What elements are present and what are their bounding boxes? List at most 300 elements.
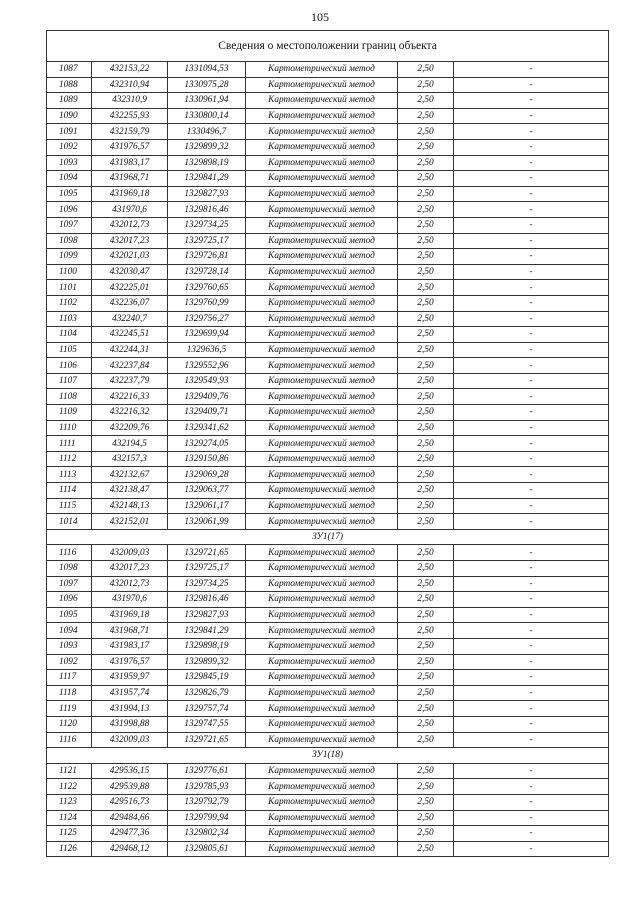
y-coordinate-cell: 1329063,77: [168, 483, 246, 499]
method-cell: Картометрический метод: [246, 701, 398, 717]
method-cell: Картометрический метод: [246, 436, 398, 452]
x-coordinate-cell: 432153,22: [92, 62, 168, 78]
method-cell: Картометрический метод: [246, 249, 398, 265]
x-coordinate-cell: 431968,71: [92, 623, 168, 639]
point-number-cell: 1126: [47, 841, 92, 857]
x-coordinate-cell: 432194,5: [92, 436, 168, 452]
accuracy-cell: 2,50: [398, 779, 454, 795]
accuracy-cell: 2,50: [398, 670, 454, 686]
table-row: [47, 638, 609, 654]
y-coordinate-cell: 1329827,93: [168, 186, 246, 202]
description-cell: -: [454, 155, 609, 171]
method-cell: Картометрический метод: [246, 638, 398, 654]
point-number-cell: 1124: [47, 810, 92, 826]
method-cell: Картометрический метод: [246, 451, 398, 467]
table-row: [47, 685, 609, 701]
table-row: [47, 483, 609, 499]
method-cell: Картометрический метод: [246, 420, 398, 436]
y-coordinate-cell: 1329799,94: [168, 810, 246, 826]
table-row: [47, 311, 609, 327]
point-number-cell: 1104: [47, 327, 92, 343]
description-cell: -: [454, 826, 609, 842]
x-coordinate-cell: 432030,47: [92, 264, 168, 280]
description-cell: -: [454, 264, 609, 280]
method-cell: Картометрический метод: [246, 654, 398, 670]
x-coordinate-cell: 432012,73: [92, 217, 168, 233]
accuracy-cell: 2,50: [398, 545, 454, 561]
method-cell: Картометрический метод: [246, 124, 398, 140]
x-coordinate-cell: 431959,97: [92, 670, 168, 686]
method-cell: Картометрический метод: [246, 810, 398, 826]
description-cell: -: [454, 623, 609, 639]
description-cell: -: [454, 171, 609, 187]
accuracy-cell: 2,50: [398, 373, 454, 389]
point-number-cell: 1117: [47, 670, 92, 686]
description-cell: -: [454, 139, 609, 155]
point-number-cell: 1103: [47, 311, 92, 327]
y-coordinate-cell: 1329785,93: [168, 779, 246, 795]
y-coordinate-cell: 1329760,99: [168, 295, 246, 311]
accuracy-cell: 2,50: [398, 155, 454, 171]
y-coordinate-cell: 1329845,19: [168, 670, 246, 686]
y-coordinate-cell: 1329636,5: [168, 342, 246, 358]
description-cell: -: [454, 124, 609, 140]
table-row: [47, 826, 609, 842]
description-cell: -: [454, 483, 609, 499]
accuracy-cell: 2,50: [398, 561, 454, 577]
description-cell: -: [454, 108, 609, 124]
method-cell: Картометрический метод: [246, 139, 398, 155]
y-coordinate-cell: 1329756,27: [168, 311, 246, 327]
point-number-cell: 1115: [47, 498, 92, 514]
accuracy-cell: 2,50: [398, 826, 454, 842]
method-cell: Картометрический метод: [246, 779, 398, 795]
x-coordinate-cell: 431998,88: [92, 716, 168, 732]
x-coordinate-cell: 431969,18: [92, 607, 168, 623]
method-cell: Картометрический метод: [246, 607, 398, 623]
accuracy-cell: 2,50: [398, 623, 454, 639]
y-coordinate-cell: 1329792,79: [168, 794, 246, 810]
x-coordinate-cell: 432244,31: [92, 342, 168, 358]
y-coordinate-cell: 1329734,25: [168, 217, 246, 233]
table-row: [47, 202, 609, 218]
method-cell: Картометрический метод: [246, 358, 398, 374]
table-row: [47, 186, 609, 202]
description-cell: -: [454, 405, 609, 421]
method-cell: Картометрический метод: [246, 93, 398, 109]
table-row: [47, 779, 609, 795]
point-number-cell: 1120: [47, 716, 92, 732]
table-row: [47, 436, 609, 452]
point-number-cell: 1108: [47, 389, 92, 405]
description-cell: -: [454, 732, 609, 748]
description-cell: -: [454, 233, 609, 249]
table-row: [47, 327, 609, 343]
method-cell: Картометрический метод: [246, 77, 398, 93]
accuracy-cell: 2,50: [398, 295, 454, 311]
description-cell: -: [454, 77, 609, 93]
x-coordinate-cell: 432245,51: [92, 327, 168, 343]
accuracy-cell: 2,50: [398, 186, 454, 202]
section-row: [47, 748, 609, 764]
y-coordinate-cell: 1329699,94: [168, 327, 246, 343]
description-cell: -: [454, 467, 609, 483]
table-row: [47, 716, 609, 732]
x-coordinate-cell: 432138,47: [92, 483, 168, 499]
table-row: [47, 124, 609, 140]
x-coordinate-cell: 432310,94: [92, 77, 168, 93]
accuracy-cell: 2,50: [398, 638, 454, 654]
x-coordinate-cell: 432017,23: [92, 233, 168, 249]
y-coordinate-cell: 1329841,29: [168, 171, 246, 187]
point-number-cell: 1090: [47, 108, 92, 124]
description-cell: -: [454, 514, 609, 530]
y-coordinate-cell: 1329899,32: [168, 139, 246, 155]
accuracy-cell: 2,50: [398, 685, 454, 701]
accuracy-cell: 2,50: [398, 498, 454, 514]
accuracy-cell: 2,50: [398, 93, 454, 109]
y-coordinate-cell: 1330975,28: [168, 77, 246, 93]
point-number-cell: 1096: [47, 592, 92, 608]
description-cell: -: [454, 217, 609, 233]
x-coordinate-cell: 431976,57: [92, 654, 168, 670]
x-coordinate-cell: 432209,76: [92, 420, 168, 436]
point-number-cell: 1099: [47, 249, 92, 265]
accuracy-cell: 2,50: [398, 108, 454, 124]
table-row: [47, 451, 609, 467]
y-coordinate-cell: 1329341,62: [168, 420, 246, 436]
section-row: [47, 529, 609, 545]
y-coordinate-cell: 1329721,65: [168, 545, 246, 561]
method-cell: Картометрический метод: [246, 108, 398, 124]
y-coordinate-cell: 1329069,28: [168, 467, 246, 483]
point-number-cell: 1101: [47, 280, 92, 296]
y-coordinate-cell: 1329409,76: [168, 389, 246, 405]
x-coordinate-cell: 429468,12: [92, 841, 168, 857]
accuracy-cell: 2,50: [398, 592, 454, 608]
description-cell: -: [454, 295, 609, 311]
x-coordinate-cell: 431957,74: [92, 685, 168, 701]
point-number-cell: 1110: [47, 420, 92, 436]
y-coordinate-cell: 1329805,61: [168, 841, 246, 857]
method-cell: Картометрический метод: [246, 373, 398, 389]
y-coordinate-cell: 1329827,93: [168, 607, 246, 623]
section-label: ЗУ1(17): [47, 529, 609, 545]
method-cell: Картометрический метод: [246, 623, 398, 639]
x-coordinate-cell: 431976,57: [92, 139, 168, 155]
description-cell: -: [454, 794, 609, 810]
description-cell: -: [454, 545, 609, 561]
table-row: [47, 280, 609, 296]
y-coordinate-cell: 1330800,14: [168, 108, 246, 124]
method-cell: Картометрический метод: [246, 202, 398, 218]
y-coordinate-cell: 1329802,34: [168, 826, 246, 842]
y-coordinate-cell: 1329826,79: [168, 685, 246, 701]
method-cell: Картометрический метод: [246, 217, 398, 233]
table-row: [47, 545, 609, 561]
x-coordinate-cell: 432159,79: [92, 124, 168, 140]
method-cell: Картометрический метод: [246, 716, 398, 732]
y-coordinate-cell: 1330961,94: [168, 93, 246, 109]
y-coordinate-cell: 1329725,17: [168, 233, 246, 249]
accuracy-cell: 2,50: [398, 139, 454, 155]
table-row: [47, 701, 609, 717]
point-number-cell: 1109: [47, 405, 92, 421]
method-cell: Картометрический метод: [246, 498, 398, 514]
description-cell: -: [454, 638, 609, 654]
description-cell: -: [454, 561, 609, 577]
point-number-cell: 1111: [47, 436, 92, 452]
accuracy-cell: 2,50: [398, 763, 454, 779]
point-number-cell: 1105: [47, 342, 92, 358]
description-cell: -: [454, 249, 609, 265]
table-row: [47, 763, 609, 779]
description-cell: -: [454, 93, 609, 109]
boundary-table: [46, 30, 609, 857]
y-coordinate-cell: 1329898,19: [168, 155, 246, 171]
point-number-cell: 1097: [47, 217, 92, 233]
x-coordinate-cell: 429536,15: [92, 763, 168, 779]
y-coordinate-cell: 1329728,14: [168, 264, 246, 280]
description-cell: -: [454, 451, 609, 467]
accuracy-cell: 2,50: [398, 202, 454, 218]
table-row: [47, 607, 609, 623]
accuracy-cell: 2,50: [398, 451, 454, 467]
table-row: [47, 514, 609, 530]
table-row: [47, 217, 609, 233]
x-coordinate-cell: 432237,79: [92, 373, 168, 389]
y-coordinate-cell: 1329549,93: [168, 373, 246, 389]
section-label: ЗУ1(18): [47, 748, 609, 764]
point-number-cell: 1106: [47, 358, 92, 374]
description-cell: -: [454, 685, 609, 701]
method-cell: Картометрический метод: [246, 467, 398, 483]
accuracy-cell: 2,50: [398, 217, 454, 233]
table-row: [47, 841, 609, 857]
point-number-cell: 1125: [47, 826, 92, 842]
method-cell: Картометрический метод: [246, 171, 398, 187]
method-cell: Картометрический метод: [246, 405, 398, 421]
point-number-cell: 1112: [47, 451, 92, 467]
point-number-cell: 1107: [47, 373, 92, 389]
x-coordinate-cell: 432012,73: [92, 576, 168, 592]
description-cell: -: [454, 654, 609, 670]
table-row: [47, 389, 609, 405]
table-row: [47, 654, 609, 670]
x-coordinate-cell: 429477,36: [92, 826, 168, 842]
table-row: [47, 467, 609, 483]
point-number-cell: 1091: [47, 124, 92, 140]
point-number-cell: 1096: [47, 202, 92, 218]
accuracy-cell: 2,50: [398, 280, 454, 296]
method-cell: Картометрический метод: [246, 545, 398, 561]
description-cell: -: [454, 763, 609, 779]
y-coordinate-cell: 1329409,71: [168, 405, 246, 421]
accuracy-cell: 2,50: [398, 327, 454, 343]
description-cell: -: [454, 436, 609, 452]
page-number: 105: [311, 10, 329, 24]
point-number-cell: 1092: [47, 139, 92, 155]
method-cell: Картометрический метод: [246, 841, 398, 857]
description-cell: -: [454, 280, 609, 296]
table-row: [47, 592, 609, 608]
table-row: [47, 794, 609, 810]
table-row: [47, 342, 609, 358]
y-coordinate-cell: 1329841,29: [168, 623, 246, 639]
method-cell: Картометрический метод: [246, 342, 398, 358]
y-coordinate-cell: 1329760,65: [168, 280, 246, 296]
description-cell: -: [454, 701, 609, 717]
table-row: [47, 171, 609, 187]
method-cell: Картометрический метод: [246, 576, 398, 592]
y-coordinate-cell: 1329725,17: [168, 561, 246, 577]
point-number-cell: 1094: [47, 171, 92, 187]
y-coordinate-cell: 1329150,86: [168, 451, 246, 467]
accuracy-cell: 2,50: [398, 358, 454, 374]
point-number-cell: 1093: [47, 155, 92, 171]
x-coordinate-cell: 431970,6: [92, 592, 168, 608]
table-row: [47, 732, 609, 748]
x-coordinate-cell: 431983,17: [92, 155, 168, 171]
point-number-cell: 1098: [47, 561, 92, 577]
method-cell: Картометрический метод: [246, 483, 398, 499]
point-number-cell: 1095: [47, 186, 92, 202]
boundary-table-container: [46, 30, 608, 857]
description-cell: -: [454, 810, 609, 826]
method-cell: Картометрический метод: [246, 732, 398, 748]
point-number-cell: 1092: [47, 654, 92, 670]
method-cell: Картометрический метод: [246, 826, 398, 842]
y-coordinate-cell: 1329816,46: [168, 202, 246, 218]
y-coordinate-cell: 1329898,19: [168, 638, 246, 654]
table-row: [47, 561, 609, 577]
x-coordinate-cell: 431970,6: [92, 202, 168, 218]
point-number-cell: 1095: [47, 607, 92, 623]
accuracy-cell: 2,50: [398, 607, 454, 623]
point-number-cell: 1116: [47, 732, 92, 748]
method-cell: Картометрический метод: [246, 62, 398, 78]
method-cell: Картометрический метод: [246, 670, 398, 686]
point-number-cell: 1113: [47, 467, 92, 483]
x-coordinate-cell: 432236,07: [92, 295, 168, 311]
accuracy-cell: 2,50: [398, 483, 454, 499]
x-coordinate-cell: 432216,33: [92, 389, 168, 405]
accuracy-cell: 2,50: [398, 467, 454, 483]
accuracy-cell: 2,50: [398, 716, 454, 732]
point-number-cell: 1114: [47, 483, 92, 499]
x-coordinate-cell: 432255,93: [92, 108, 168, 124]
method-cell: Картометрический метод: [246, 763, 398, 779]
accuracy-cell: 2,50: [398, 810, 454, 826]
x-coordinate-cell: 431983,17: [92, 638, 168, 654]
accuracy-cell: 2,50: [398, 794, 454, 810]
x-coordinate-cell: 431994,13: [92, 701, 168, 717]
y-coordinate-cell: 1329721,65: [168, 732, 246, 748]
point-number-cell: 1100: [47, 264, 92, 280]
description-cell: -: [454, 389, 609, 405]
point-number-cell: 1102: [47, 295, 92, 311]
accuracy-cell: 2,50: [398, 264, 454, 280]
point-number-cell: 1122: [47, 779, 92, 795]
table-title: Сведения о местоположении границ объекта: [47, 31, 609, 62]
point-number-cell: 1088: [47, 77, 92, 93]
accuracy-cell: 2,50: [398, 514, 454, 530]
x-coordinate-cell: 432021,03: [92, 249, 168, 265]
method-cell: Картометрический метод: [246, 233, 398, 249]
table-row: [47, 93, 609, 109]
accuracy-cell: 2,50: [398, 77, 454, 93]
y-coordinate-cell: 1329816,46: [168, 592, 246, 608]
accuracy-cell: 2,50: [398, 732, 454, 748]
accuracy-cell: 2,50: [398, 654, 454, 670]
description-cell: -: [454, 342, 609, 358]
accuracy-cell: 2,50: [398, 389, 454, 405]
description-cell: -: [454, 373, 609, 389]
y-coordinate-cell: 1329776,61: [168, 763, 246, 779]
accuracy-cell: 2,50: [398, 233, 454, 249]
y-coordinate-cell: 1329899,32: [168, 654, 246, 670]
method-cell: Картометрический метод: [246, 514, 398, 530]
table-row: [47, 358, 609, 374]
description-cell: -: [454, 779, 609, 795]
point-number-cell: 1094: [47, 623, 92, 639]
table-row: [47, 670, 609, 686]
x-coordinate-cell: 432017,23: [92, 561, 168, 577]
x-coordinate-cell: 432225,01: [92, 280, 168, 296]
table-row: [47, 249, 609, 265]
y-coordinate-cell: 1329747,55: [168, 716, 246, 732]
method-cell: Картометрический метод: [246, 561, 398, 577]
point-number-cell: 1087: [47, 62, 92, 78]
point-number-cell: 1089: [47, 93, 92, 109]
x-coordinate-cell: 429484,66: [92, 810, 168, 826]
description-cell: -: [454, 592, 609, 608]
method-cell: Картометрический метод: [246, 264, 398, 280]
x-coordinate-cell: 432240,7: [92, 311, 168, 327]
description-cell: -: [454, 358, 609, 374]
table-row: [47, 77, 609, 93]
y-coordinate-cell: 1329734,25: [168, 576, 246, 592]
description-cell: -: [454, 607, 609, 623]
description-cell: -: [454, 62, 609, 78]
table-row: [47, 498, 609, 514]
y-coordinate-cell: 1329726,81: [168, 249, 246, 265]
method-cell: Картометрический метод: [246, 592, 398, 608]
method-cell: Картометрический метод: [246, 794, 398, 810]
method-cell: Картометрический метод: [246, 311, 398, 327]
accuracy-cell: 2,50: [398, 576, 454, 592]
table-row: [47, 623, 609, 639]
method-cell: Картометрический метод: [246, 327, 398, 343]
point-number-cell: 1098: [47, 233, 92, 249]
y-coordinate-cell: 1329061,17: [168, 498, 246, 514]
x-coordinate-cell: 432157,3: [92, 451, 168, 467]
table-row: [47, 810, 609, 826]
x-coordinate-cell: 432132,67: [92, 467, 168, 483]
accuracy-cell: 2,50: [398, 342, 454, 358]
point-number-cell: 1123: [47, 794, 92, 810]
description-cell: -: [454, 327, 609, 343]
accuracy-cell: 2,50: [398, 701, 454, 717]
accuracy-cell: 2,50: [398, 249, 454, 265]
method-cell: Картометрический метод: [246, 685, 398, 701]
table-row: [47, 264, 609, 280]
description-cell: -: [454, 576, 609, 592]
x-coordinate-cell: 432009,03: [92, 732, 168, 748]
table-row: [47, 155, 609, 171]
x-coordinate-cell: 432216,32: [92, 405, 168, 421]
accuracy-cell: 2,50: [398, 436, 454, 452]
